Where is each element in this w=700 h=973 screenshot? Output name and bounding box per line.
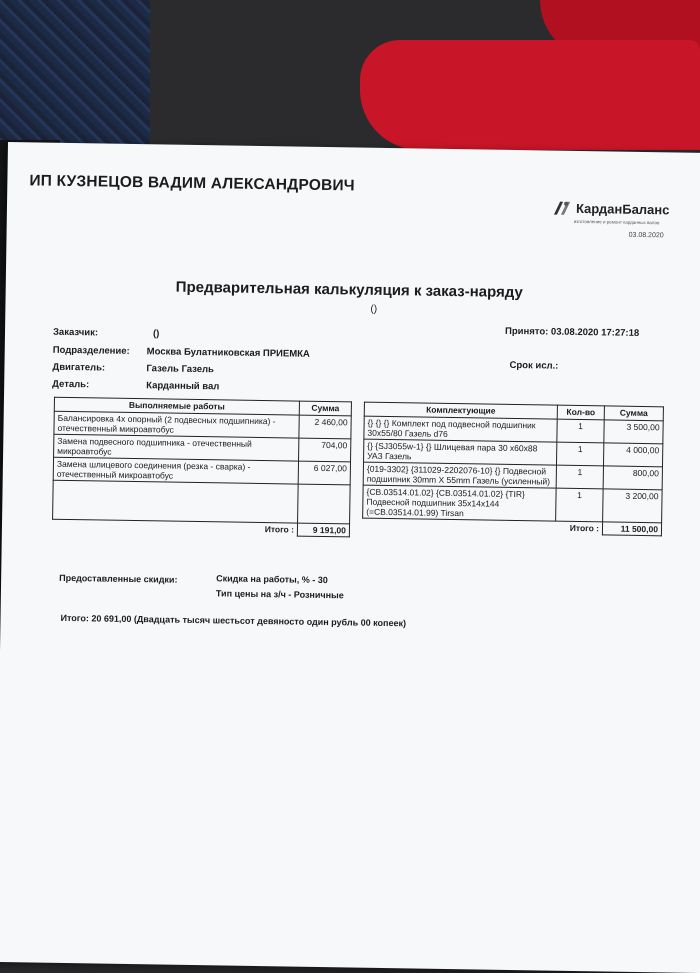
part-qty: 1 (557, 419, 604, 443)
background-red-cloth (360, 40, 700, 150)
work-name: Балансировка 4х опорный (2 подвесных подшипника) - отечественный микроавтобус (54, 411, 299, 438)
table-row-empty (53, 480, 351, 524)
engine-value: Газель Газель (146, 363, 215, 376)
work-sum: 2 460,00 (299, 415, 351, 439)
division-value: Москва Булатниковская ПРИЕМКА (146, 346, 310, 360)
part-sum: 800,00 (603, 466, 662, 490)
part-name: {} {} {} Комплект под подвесной подшипник 30x55/80 Газель d76 (364, 416, 557, 442)
company-logo (552, 199, 670, 219)
part-sum: 3 200,00 (603, 489, 663, 523)
engine-label: Двигатель: (52, 361, 106, 374)
parts-header-name: Комплектующие (364, 402, 557, 419)
works-total-value: 9 191,00 (297, 523, 349, 537)
part-name: {CB.03514.01.02} {CB.03514.01.02} {TIR} Подвесной подшипник 35x14x144 (=CB.03514.01.99) Tirsan (363, 485, 556, 521)
part-name: {} {SJ3055w-1} {} Шлицевая пара 30 x60x88 УАЗ Газель (364, 439, 557, 465)
logo-tagline: изготовление и ремонт карданных валов (573, 218, 660, 226)
work-sum: 704,00 (299, 438, 351, 462)
part-value: Карданный вал (146, 380, 220, 393)
part-qty: 1 (556, 488, 604, 522)
part-qty: 1 (556, 442, 603, 466)
part-sum: 4 000,00 (603, 443, 662, 467)
works-total-label: Итого : (264, 524, 295, 535)
parts-header-sum: Сумма (604, 406, 663, 421)
document-title: Предварительная калькуляция к заказ-наряду (175, 278, 523, 302)
table-row (363, 485, 662, 523)
empty-cell (53, 480, 299, 523)
division-label: Подразделение: (52, 344, 130, 357)
document-subtitle: () (370, 303, 378, 315)
part-label: Деталь: (52, 378, 90, 391)
logo-icon (552, 199, 572, 217)
parts-header-qty: Кол-во (557, 405, 604, 420)
parts-table (362, 402, 664, 537)
parts-total-label: Итого : (569, 522, 600, 534)
work-sum: 6 027,00 (298, 461, 350, 485)
discounts-label: Предоставленные скидки: (59, 572, 178, 585)
customer-label: Заказчик: (52, 326, 99, 339)
work-name: Замена подвесного подшипника - отечественный микроавтобус (54, 434, 299, 461)
parts-total-value: 11 500,00 (602, 522, 661, 536)
empty-cell (298, 484, 351, 524)
grand-total: Итого: 20 691,00 (Двадцать тысяч шестьсот девяносто один рубль 00 копеек) (60, 612, 407, 629)
company-name: ИП КУЗНЕЦОВ ВАДИМ АЛЕКСАНДРОВИЧ (29, 172, 355, 195)
customer-value: () (152, 328, 160, 340)
logo-date: 03.08.2020 (628, 231, 664, 240)
accepted-datetime: Принято: 03.08.2020 17:27:18 (505, 325, 640, 339)
work-discount: Скидка на работы, % - 30 (216, 573, 328, 586)
deadline-label: Срок исл.: (509, 359, 559, 372)
part-name: {019-3302} {311029-2202076-10} {} Подвесной подшипник 30mm X 55mm Газель (усиленный) (363, 462, 556, 488)
price-type: Тип цены на з/ч - Розничные (215, 588, 344, 601)
works-header-sum: Сумма (299, 401, 351, 416)
logo-name: КарданБаланс (575, 200, 670, 217)
work-name: Замена шлицевого соединения (резка - сварка) - отечественный микроавтобус (53, 457, 298, 484)
works-header-name: Выполняемые работы (54, 397, 299, 415)
part-sum: 3 500,00 (604, 420, 663, 444)
document-page (0, 142, 700, 973)
part-qty: 1 (556, 465, 603, 489)
works-table (52, 397, 352, 538)
